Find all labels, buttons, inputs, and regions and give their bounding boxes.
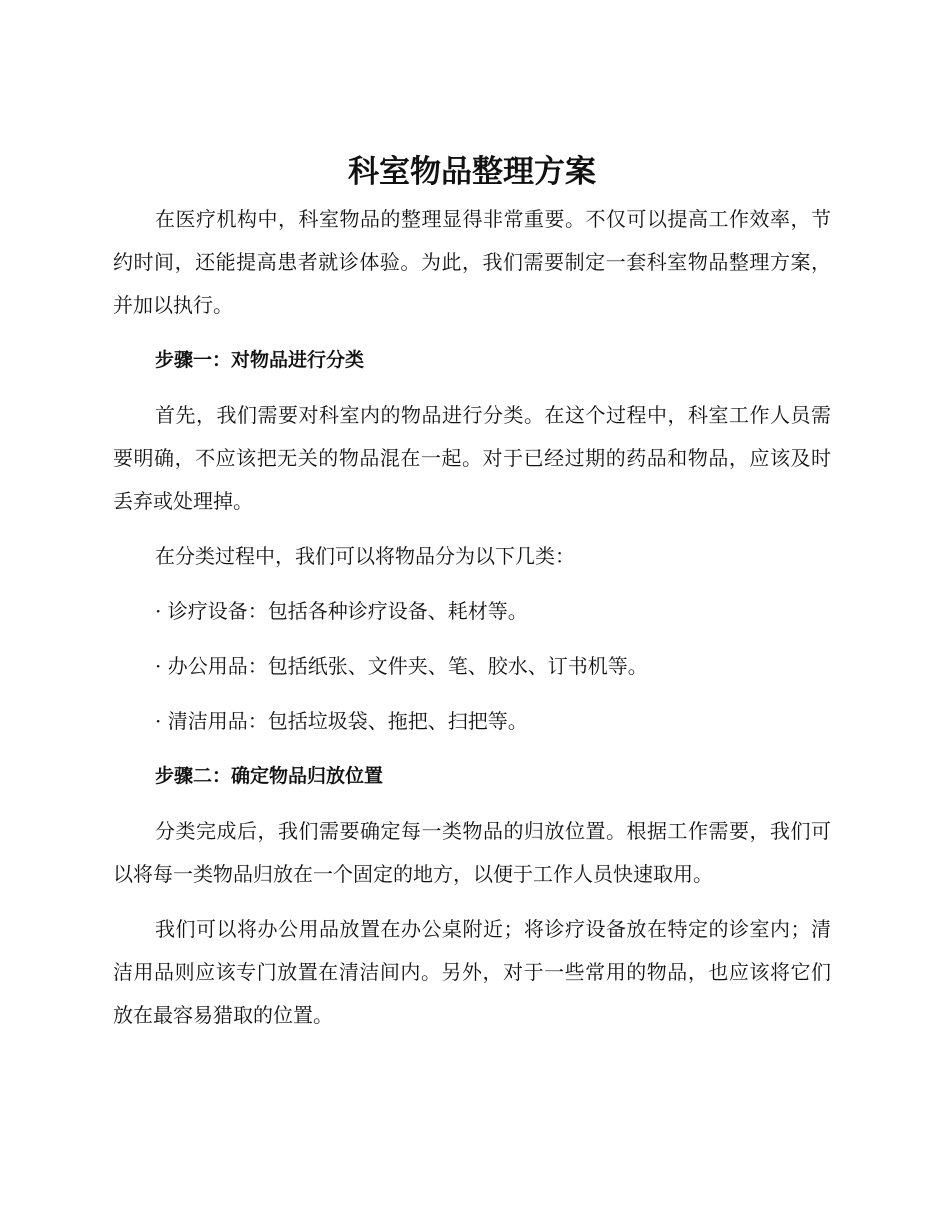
step1-paragraph-1: 首先，我们需要对科室内的物品进行分类。在这个过程中，科室工作人员需要明确，不应该把无关的物品混在一起。对于已经过期的药品和物品，应该及时丢弃或处理掉。 — [113, 403, 831, 513]
spacer — [113, 523, 831, 535]
spacer — [113, 327, 831, 339]
spacer — [113, 896, 831, 908]
step2-paragraph-2: 我们可以将办公用品放置在办公桌附近；将诊疗设备放在特定的诊室内；清洁用品则应该专门放置在清洁间内。另外，对于一些常用的物品，也应该将它们放在最容易猎取的位置。 — [113, 917, 831, 1027]
step2-heading: 步骤二：确定物品归放位置 — [155, 765, 384, 787]
step2-paragraph-1: 分类完成后，我们需要确定每一类物品的归放位置。根据工作需要，我们可以将每一类物品归放在一个固定的地方，以便于工作人员快速取用。 — [113, 819, 831, 886]
spacer — [113, 798, 831, 810]
bullet-item-office: · 办公用品：包括纸张、文件夹、笔、胶水、订书机等。 — [155, 654, 648, 678]
step1-paragraph-2: 在分类过程中，我们可以将物品分为以下几类： — [155, 544, 575, 568]
spacer — [113, 743, 831, 755]
step1-heading: 步骤一：对物品进行分类 — [155, 349, 365, 371]
document-title: 科室物品整理方案 — [348, 154, 596, 190]
bullet-item-diagnostic: · 诊疗设备：包括各种诊疗设备、耗材等。 — [155, 599, 528, 623]
intro-paragraph: 在医疗机构中，科室物品的整理显得非常重要。不仅可以提高工作效率，节约时间，还能提高患者就诊体验。为此，我们需要制定一套科室物品整理方案，并加以执行。 — [113, 207, 831, 317]
spacer — [113, 688, 831, 700]
spacer — [113, 382, 831, 394]
spacer — [113, 578, 831, 590]
document-page — [113, 146, 831, 1037]
bullet-item-cleaning: · 清洁用品：包括垃圾袋、拖把、扫把等。 — [155, 709, 528, 733]
spacer — [113, 633, 831, 645]
